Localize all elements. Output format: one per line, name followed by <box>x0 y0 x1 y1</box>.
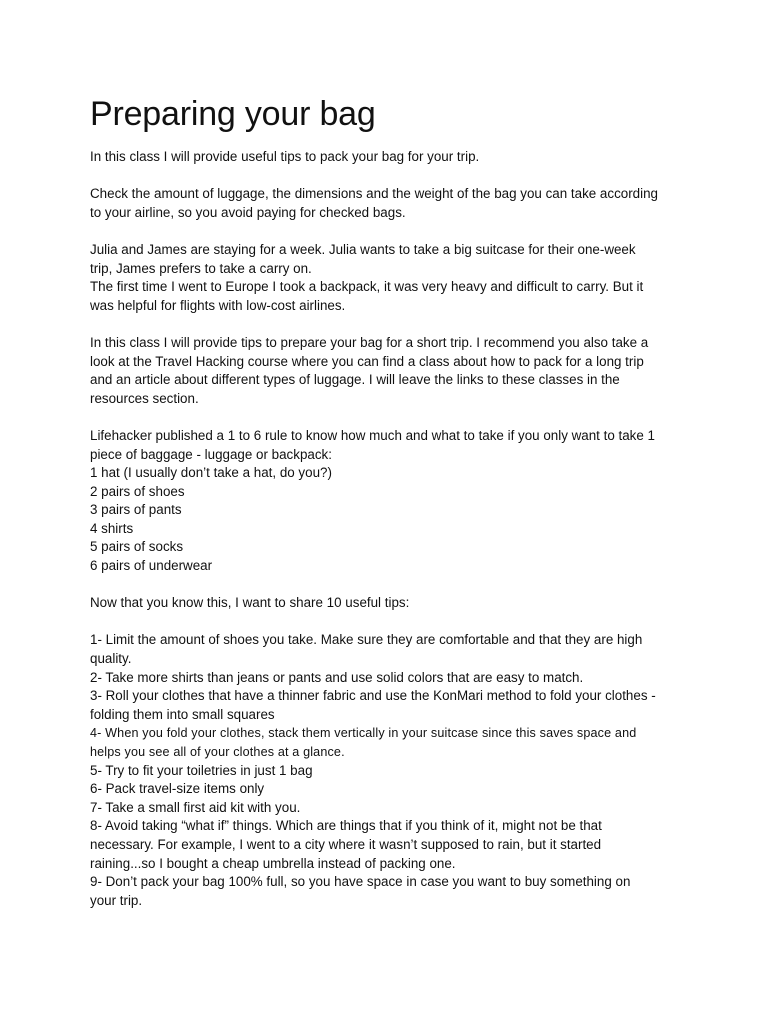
tip-item <box>90 780 690 799</box>
tip-item <box>90 762 690 781</box>
tip-line: 4- When you fold your clothes, stack them vertically in your suitcase since this saves space and <box>90 726 637 741</box>
text-line: Lifehacker published a 1 to 6 rule to know how much and what to take if you only want to take 1 <box>90 427 655 443</box>
tips-list <box>90 631 690 910</box>
tip-line: quality. <box>90 651 132 667</box>
tip-line: 2- Take more shirts than jeans or pants and use solid colors that are easy to match. <box>90 669 584 685</box>
tip-line: helps you see all of your clothes at a glance. <box>90 745 345 759</box>
julia-james-paragraph <box>90 241 690 315</box>
tip-line: 3- Roll your clothes that have a thinner fabric and use the KonMari method to fold your clothes - <box>90 688 656 704</box>
tip-line: your trip. <box>90 892 143 908</box>
text-line: In this class I will provide useful tips to pack your bag for your trip. <box>90 149 480 164</box>
tip-line: 1- Limit the amount of shoes you take. Make sure they are comfortable and that they are high <box>90 632 643 648</box>
rule-item: 1 hat (I usually don’t take a hat, do you?) <box>90 465 332 481</box>
text-line: to your airline, so you avoid paying for checked bags. <box>90 204 406 220</box>
tip-line: necessary. For example, I went to a city where it wasn’t supposed to rain, but it started <box>90 836 602 852</box>
text-line: Julia and James are staying for a week. Julia wants to take a big suitcase for their one-week <box>90 241 636 257</box>
tip-item <box>90 669 690 688</box>
text-line: was helpful for flights with low-cost airlines. <box>90 297 346 313</box>
tip-item <box>90 631 690 668</box>
rule-item: 5 pairs of socks <box>90 539 184 555</box>
tip-item <box>90 873 690 910</box>
luggage-check-paragraph <box>90 185 690 222</box>
text-line: The first time I went to Europe I took a backpack, it was very heavy and difficult to carry. But it <box>90 279 644 295</box>
short-trip-paragraph <box>90 334 690 408</box>
tip-item <box>90 799 690 818</box>
text-line: trip, James prefers to take a carry on. <box>90 260 312 276</box>
tip-item <box>90 817 690 873</box>
tip-line: raining...so I bought a cheap umbrella instead of packing one. <box>90 855 456 871</box>
tip-line: folding them into small squares <box>90 706 275 722</box>
page-title: Preparing your bag <box>90 95 376 133</box>
tip-line: 8- Avoid taking “what if” things. Which are things that if you think of it, might not be that <box>90 818 602 834</box>
tip-item <box>90 687 690 724</box>
tips-intro-paragraph <box>90 594 690 613</box>
rule-paragraph <box>90 427 690 576</box>
text-line: piece of baggage - luggage or backpack: <box>90 446 332 462</box>
tip-line: 5- Try to fit your toiletries in just 1 bag <box>90 762 313 778</box>
intro-paragraph <box>90 148 690 167</box>
text-line: look at the Travel Hacking course where you can find a class about how to pack for a long trip <box>90 353 644 369</box>
rule-item: 3 pairs of pants <box>90 502 182 518</box>
rule-item: 2 pairs of shoes <box>90 483 185 499</box>
text-line: and an article about different types of luggage. I will leave the links to these classes in the <box>90 372 620 388</box>
document-body <box>90 148 690 910</box>
text-line: resources section. <box>90 390 199 406</box>
rule-item: 4 shirts <box>90 520 134 536</box>
tip-line: 7- Take a small first aid kit with you. <box>90 799 301 815</box>
rule-item: 6 pairs of underwear <box>90 558 213 574</box>
document-page <box>90 92 690 910</box>
text-line: Check the amount of luggage, the dimensions and the weight of the bag you can take according <box>90 186 658 202</box>
tip-item <box>90 724 690 761</box>
tip-line: 6- Pack travel-size items only <box>90 781 265 797</box>
text-line: In this class I will provide tips to prepare your bag for a short trip. I recommend you also take a <box>90 334 649 350</box>
text-line: Now that you know this, I want to share 10 useful tips: <box>90 595 410 611</box>
tip-line: 9- Don’t pack your bag 100% full, so you have space in case you want to buy something on <box>90 874 631 890</box>
